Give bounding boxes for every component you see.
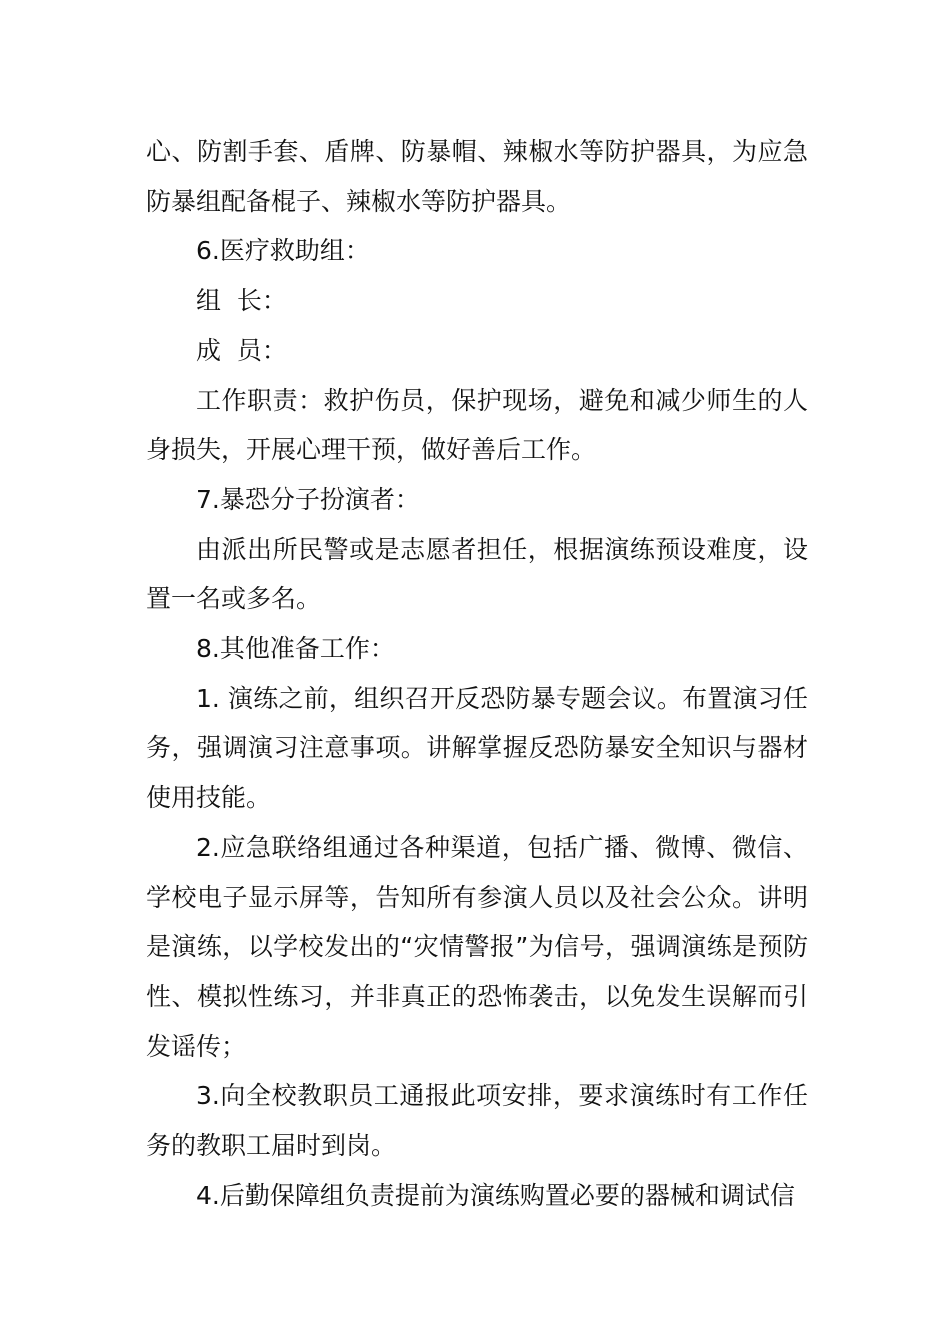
paragraph: 工作职责：救护伤员，保护现场，避免和减少师生的人身损失，开展心理干预，做好善后工作。	[146, 385, 808, 465]
paragraph: 心、防割手套、盾牌、防暴帽、辣椒水等防护器具，为应急防暴组配备棍子、辣椒水等防护器具。	[146, 137, 808, 216]
paragraph: 1. 演练之前，组织召开反恐防暴专题会议。布置演习任务，强调演习注意事项。讲解掌握反恐防暴安全知识与器材使用技能。	[146, 683, 808, 813]
paragraph: 组 长：	[196, 286, 287, 316]
paragraph: 8.其他准备工作：	[196, 634, 395, 664]
paragraph: 4.后勤保障组负责提前为演练购置必要的器械和调试信	[196, 1180, 795, 1210]
paragraph: 7.暴恐分子扮演者：	[196, 484, 420, 514]
paragraph: 6.医疗救助组：	[196, 236, 370, 266]
document-body	[146, 127, 808, 1220]
paragraph: 2.应急联络组通过各种渠道，包括广播、微博、微信、学校电子显示屏等，告知所有参演人员以及社会公众。讲明是演练，以学校发出的“灾情警报”为信号，强调演练是预防性、模拟性练习，并非真正的恐怖袭击，以免发生误解而引发谣传；	[146, 832, 808, 1061]
paragraph: 由派出所民警或是志愿者担任，根据演练预设难度，设置一名或多名。	[146, 534, 808, 614]
paragraph: 成 员：	[196, 335, 287, 365]
paragraph: 3.向全校教职员工通报此项安排，要求演练时有工作任务的教职工届时到岗。	[146, 1081, 808, 1161]
